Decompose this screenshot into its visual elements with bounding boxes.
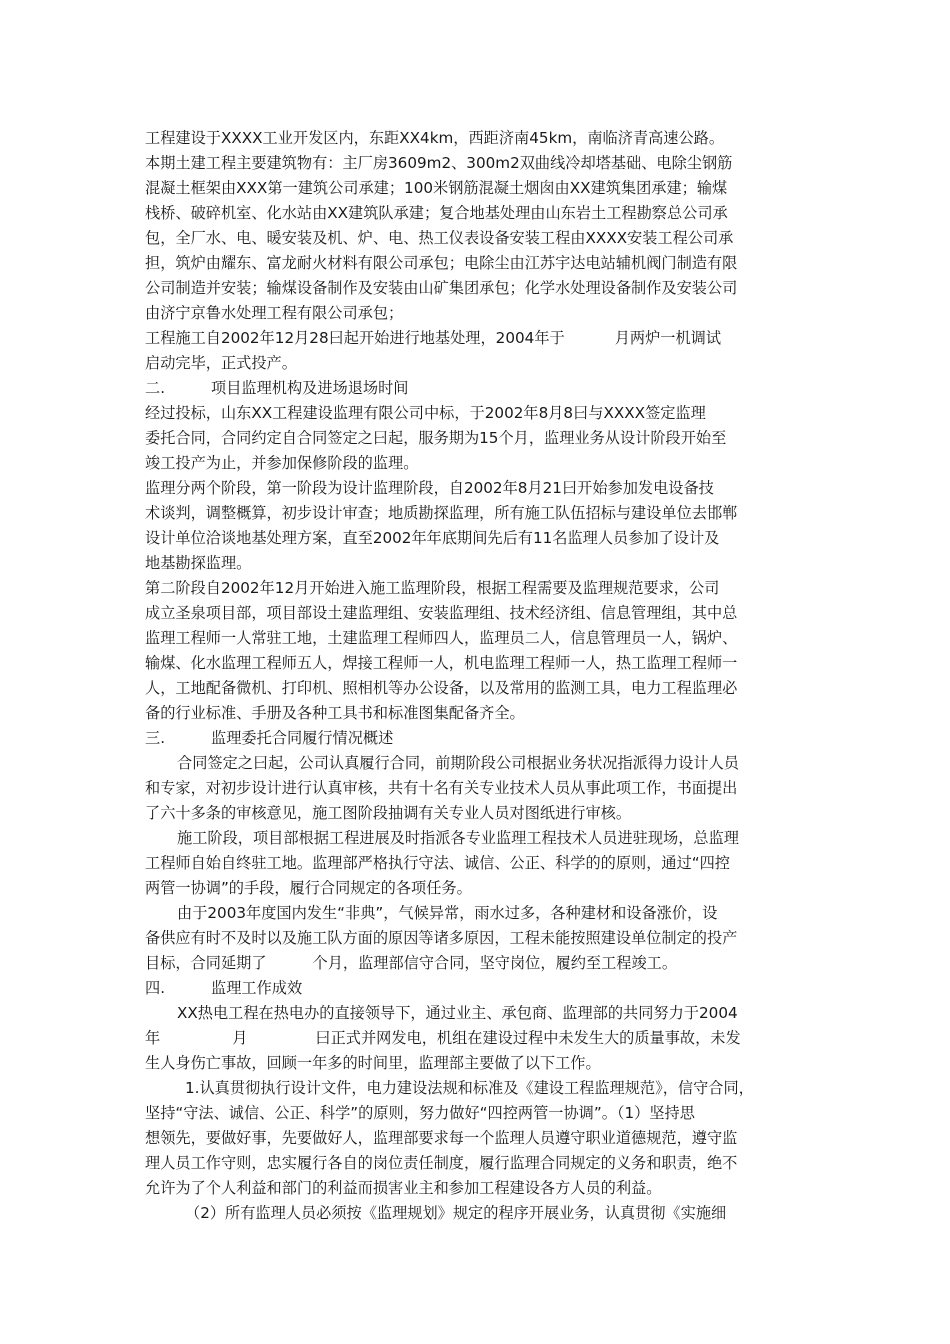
section-heading [145, 976, 817, 1000]
text-line: 设计单位洽谈地基处理方案，直至2002年年底期间先后有11名监理人员参加了设计及 [145, 529, 720, 547]
section-title: 监理工作成效 [211, 979, 303, 997]
text-line: 本期土建工程主要建筑物有：主厂房3609m2、300m2双曲线冷却塔基础、电除尘钢筋 [145, 154, 733, 172]
text-line: （2）所有监理人员必须按《监理规划》规定的程序开展业务，认真贯彻《实施细 [185, 1204, 727, 1222]
text-line: 由济宁京鲁水处理工程有限公司承包； [145, 304, 404, 322]
text-line: 备的行业标准、手册及各种工具书和标准图集配备齐全。 [145, 704, 525, 722]
text-segment: 年 [145, 1029, 161, 1047]
text-line: 允许为了个人利益和部门的利益而损害业主和参加工程建设各方人员的利益。 [145, 1179, 662, 1197]
text-segment: 月两炉一机调试 [614, 329, 722, 347]
text-line: 公司制造并安装；输煤设备制作及安装由山矿集团承包；化学水处理设备制作及安装公司 [145, 279, 738, 297]
section-title: 监理委托合同履行情况概述 [211, 729, 394, 747]
text-line: 生人身伤亡事故，回顾一年多的时间里，监理部主要做了以下工作。 [145, 1054, 601, 1072]
text-line: 栈桥、破碎机室、化水站由XX建筑队承建；复合地基处理由山东岩土工程勘察总公司承 [145, 204, 728, 222]
text-line: 第二阶段自2002年12月开始进入施工监理阶段，根据工程需要及监理规范要求，公司 [145, 579, 720, 597]
text-segment: 目标，合同延期了 [145, 954, 267, 972]
section-heading [145, 726, 817, 750]
text-line: 合同签定之曰起，公司认真履行合同，前期阶段公司根据业务状况指派得力设计人员 [177, 754, 739, 772]
text-line: 人，工地配备微机、打印机、照相机等办公设备，以及常用的监测工具，电力工程监理必 [145, 679, 738, 697]
text-line: 成立圣泉项目部，项目部设土建监理组、安装监理组、技术经济组、信息管理组，其中总 [145, 604, 738, 622]
text-line: XX热电工程在热电办的直接领导下，通过业主、承包商、监理部的共同努力于2004 [177, 1004, 738, 1022]
text-line: 坚持“守法、诚信、公正、科学”的原则，努力做好“四控两管一协调”。（1）坚持思 [145, 1104, 695, 1122]
text-line: 包，全厂水、电、暖安装及机、炉、电、热工仪表设备安装工程由XXXX安装工程公司承 [145, 229, 734, 247]
text-line: 想领先，要做好事，先要做好人，监理部要求每一个监理人员遵守职业道德规范，遵守监 [145, 1129, 738, 1147]
text-line: 工程师自始自终驻工地。监理部严格执行守法、诚信、公正、科学的的原则，通过“四控 [145, 854, 730, 872]
text-segment: 个月，监理部信守合同，坚守岗位，履约至工程竣工。 [312, 954, 677, 972]
text-line: 和专家，对初步设计进行认真审核，共有十名有关专业技术人员从事此项工作，书面提出 [145, 779, 738, 797]
text-line: 工程建设于XXXX工业开发区内，东距XX4km，西距济南45km，南临济青高速公路。 [145, 129, 725, 147]
text-line: 施工阶段，项目部根据工程进展及时指派各专业监理工程技术人员进驻现场，总监理 [177, 829, 739, 847]
text-line: 监理分两个阶段，第一阶段为设计监理阶段，自2002年8月21曰开始参加发电设备技 [145, 479, 714, 497]
text-line: 术谈判，调整概算，初步设计审查；地质勘探监理，所有施工队伍招标与建设单位去邯郸 [145, 504, 738, 522]
text-line: 两管一协调”的手段，履行合同规定的各项任务。 [145, 879, 472, 897]
section-title: 项目监理机构及进场退场时间 [211, 379, 409, 397]
text-segment: 曰正式并网发电，机组在建设过程中未发生大的质量事故，未发 [315, 1029, 741, 1047]
text-line: 担，筑炉由耀东、富龙耐火材料有限公司承包；电除尘由江苏宇达电站辅机阀门制造有限 [145, 254, 738, 272]
text-line [145, 951, 817, 975]
text-line: 1.认真贯彻执行设计文件，电力建设法规和标准及《建设工程监理规范》，信守合同， [185, 1079, 754, 1097]
text-line [145, 326, 817, 350]
text-line: 输煤、化水监理工程师五人，焊接工程师一人，机电监理工程师一人，热工监理工程师一 [145, 654, 738, 672]
section-heading [145, 376, 817, 400]
text-line: 委托合同，合同约定自合同签定之曰起，服务期为15个月，监理业务从设计阶段开始至 [145, 429, 727, 447]
text-line: 经过投标，山东XX工程建设监理有限公司中标，于2002年8月8曰与XXXX签定监理 [145, 404, 706, 422]
text-line: 由于2003年度国内发生“非典”，气候异常，雨水过多，各种建材和设备涨价，设 [177, 904, 718, 922]
section-number: 二. [145, 379, 166, 397]
text-line: 地基勘探监理。 [145, 554, 252, 572]
text-line: 启动完毕，正式投产。 [145, 354, 297, 372]
section-number: 三. [145, 729, 166, 747]
text-line [145, 1026, 817, 1050]
text-line: 混凝土框架由XXX第一建筑公司承建；100米钢筋混凝土烟囱由XX建筑集团承建；输煤 [145, 179, 728, 197]
text-segment: 月 [232, 1029, 248, 1047]
text-line: 了六十多条的审核意见，施工图阶段抽调有关专业人员对图纸进行审核。 [145, 804, 631, 822]
text-line: 理人员工作守则，忠实履行各自的岗位责任制度，履行监理合同规定的义务和职责，绝不 [145, 1154, 738, 1172]
section-number: 四. [145, 979, 166, 997]
text-segment: 工程施工自2002年12月28曰起开始进行地基处理，2004年于 [145, 329, 565, 347]
text-line: 竣工投产为止，并参加保修阶段的监理。 [145, 454, 419, 472]
text-line: 监理工程师一人常驻工地，土建监理工程师四人，监理员二人，信息管理员一人，锅炉、 [145, 629, 738, 647]
text-line: 备供应有时不及时以及施工队方面的原因等诸多原因，工程未能按照建设单位制定的投产 [145, 929, 738, 947]
